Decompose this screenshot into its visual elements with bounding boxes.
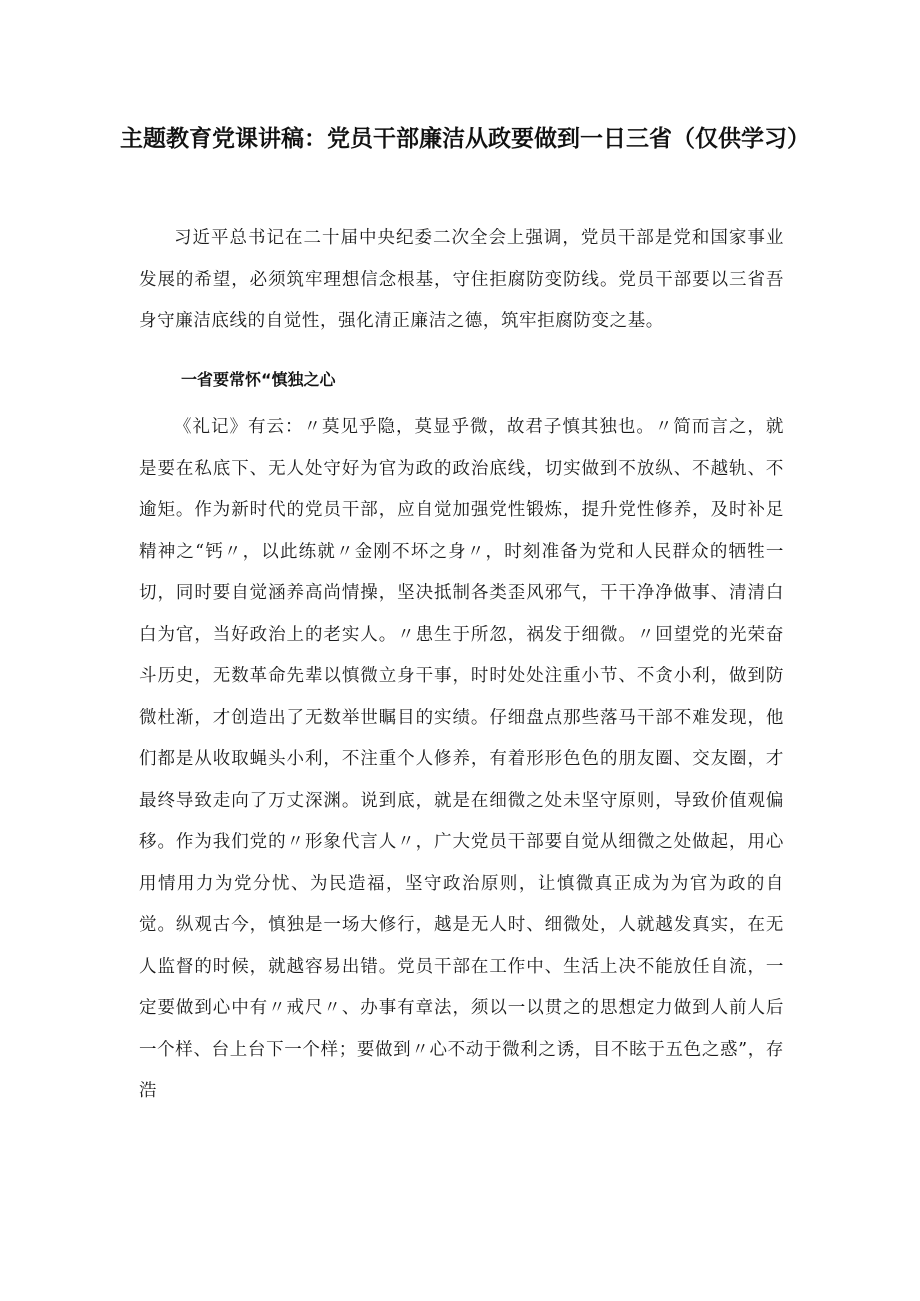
body-paragraph: 《礼记》有云：〃莫见乎隐，莫显乎微，故君子慎其独也。〃简而言之，就是要在私底下、无人处守好为官为政的政治底线，切实做到不放纵、不越轨、不逾矩。作为新时代的党员干部，应自觉加强党性锻炼，提升党性修养，及时补足精神之“钙〃，以此练就〃金刚不坏之身〃，时刻准备为党和人民群众的牺牲一切，同时要自觉涵养高尚情操，坚决抵制各类歪风邪气，干干净净做事、清清白白为官，当好政治上的老实人。〃患生于所忽，祸发于细微。〃回望党的光荣奋斗历史，无数革命先辈以慎微立身干事，时时处处注重小节、不贪小利，做到防微杜渐，才创造出了无数举世瞩目的实绩。仔细盘点那些落马干部不难发现，他们都是从收取蝇头小利，不注重个人修养，有着形形色色的朋友圈、交友圈，才最终导致走向了万丈深渊。说到底，就是在细微之处未坚守原则，导致价值观偏移。作为我们党的〃形象代言人〃，广大党员干部要自觉从细微之处做起，用心用情用力为党分忧、为民造福，坚守政治原则，让慎微真正成为为官为政的自觉。纵观古今，慎独是一场大修行，越是无人时、细微处，人就越发真实，在无人监督的时候，就越容易出错。党员干部在工作中、生活上决不能放任自流，一定要做到心中有〃戒尺〃、办事有章法，须以一以贯之的思想定力做到人前人后一个样、台上台下一个样；要做到〃心不动于微利之诱，目不眩于五色之惑”，存浩: [139, 417, 784, 1101]
document-title: 主题教育党课讲稿：党员干部廉洁从政要做到一日三省（仅供学习）: [120, 126, 810, 152]
section-heading: 一省要常怀“慎独之心: [181, 370, 336, 389]
intro-paragraph: 习近平总书记在二十届中央纪委二次全会上强调，党员干部是党和国家事业发展的希望，必须筑牢理想信念根基，守住拒腐防变防线。党员干部要以三省吾身守廉洁底线的自觉性，强化清正廉洁之德，筑牢拒腐防变之基。: [139, 228, 784, 331]
